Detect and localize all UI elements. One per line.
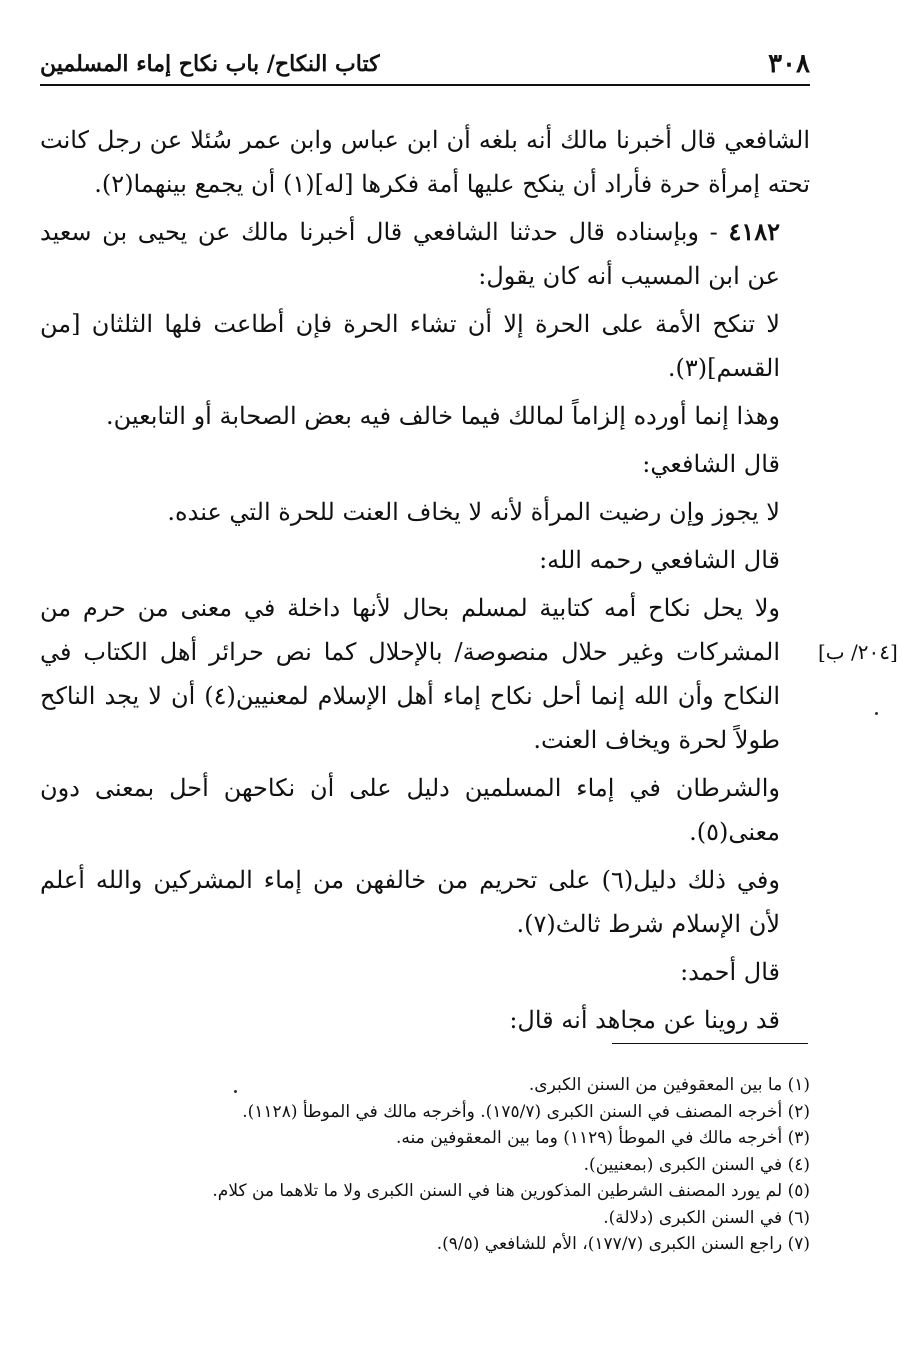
footnote: (٥) لم يورد المصنف الشرطين المذكورين هنا في السنن الكبرى ولا ما تلاهما من كلام. — [212, 1181, 810, 1201]
paragraph: وفي ذلك دليل(٦) على تحريم من خالفهن من إماء المشركين والله أعلم لأن الإسلام شرط ثالث(٧). — [40, 866, 780, 938]
paragraph: وهذا إنما أورده إلزاماً لمالك فيما خالف فيه بعض الصحابة أو التابعين. — [106, 402, 780, 430]
paragraph: لا تنكح الأمة على الحرة إلا أن تشاء الحرة فإن أطاعت فلها الثلثان [من القسم](٣). — [40, 310, 780, 382]
page-header — [40, 44, 810, 86]
paragraph: قال أحمد: — [680, 958, 780, 986]
paragraph: والشرطان في إماء المسلمين دليل على أن نكاحهن أحل بمعنى دون معنى(٥). — [40, 774, 780, 846]
manuscript-folio-note: [٢٠٤/ ب] — [818, 640, 898, 664]
footnote: (٤) في السنن الكبرى (بمعنيين). — [583, 1154, 810, 1175]
footnote: (٢) أخرجه المصنف في السنن الكبرى (١٧٥/٧). وأخرجه مالك في الموطأ (١١٢٨). — [242, 1101, 810, 1122]
footnote: (٦) في السنن الكبرى (دلالة). — [603, 1207, 810, 1228]
footnote: (١) ما بين المعقوفين من السنن الكبرى. — [528, 1075, 810, 1095]
hadith-paragraph — [40, 210, 810, 298]
paragraph: قال الشافعي: — [642, 450, 780, 478]
hadith-text: - وبإسناده قال حدثنا الشافعي قال أخبرنا مالك عن يحيى بن سعيد عن ابن المسيب أنه كان يقول: — [40, 218, 780, 290]
page-number: ٣٠٨ — [768, 49, 810, 79]
scan-speck — [234, 1090, 237, 1093]
paragraph: قد روينا عن مجاهد أنه قال: — [509, 1006, 780, 1034]
footnote-divider — [612, 1043, 808, 1044]
scan-speck — [875, 712, 878, 715]
footnotes — [150, 1072, 810, 1258]
hadith-number: ٤١٨٢ — [728, 217, 780, 246]
paragraph: الشافعي قال أخبرنا مالك أنه بلغه أن ابن عباس وابن عمر سُئلا عن رجل كانت تحته إمرأة حرة فأراد أن ينكح عليها أمة فكرها [له](١) أن يجمع بينهما(٢). — [40, 126, 810, 198]
paragraph: ولا يحل نكاح أمه كتابية لمسلم بحال لأنها داخلة في معنى من حرم من المشركات وغير حلال منصوصة/ بالإحلال كما نص حرائر أهل الكتاب في النكاح وأن الله إنما أحل نكاح إماء أهل الإسلام لمعنيين(٤) أن لا يجد الناكح طولاً لحرة ويخاف العنت. — [40, 594, 781, 754]
paragraph: لا يجوز وإن رضيت المرأة لأنه لا يخاف العنت للحرة التي عنده. — [167, 498, 780, 526]
running-title: كتاب النكاح/ باب نكاح إماء المسلمين — [40, 51, 380, 77]
footnote: (٣) أخرجه مالك في الموطأ (١١٢٩) وما بين المعقوفين منه. — [396, 1128, 810, 1148]
main-text — [40, 118, 810, 1046]
footnote: (٧) راجع السنن الكبرى (١٧٧/٧)، الأم للشافعي (٩/٥). — [436, 1234, 810, 1254]
paragraph: قال الشافعي رحمه الله: — [539, 546, 780, 574]
